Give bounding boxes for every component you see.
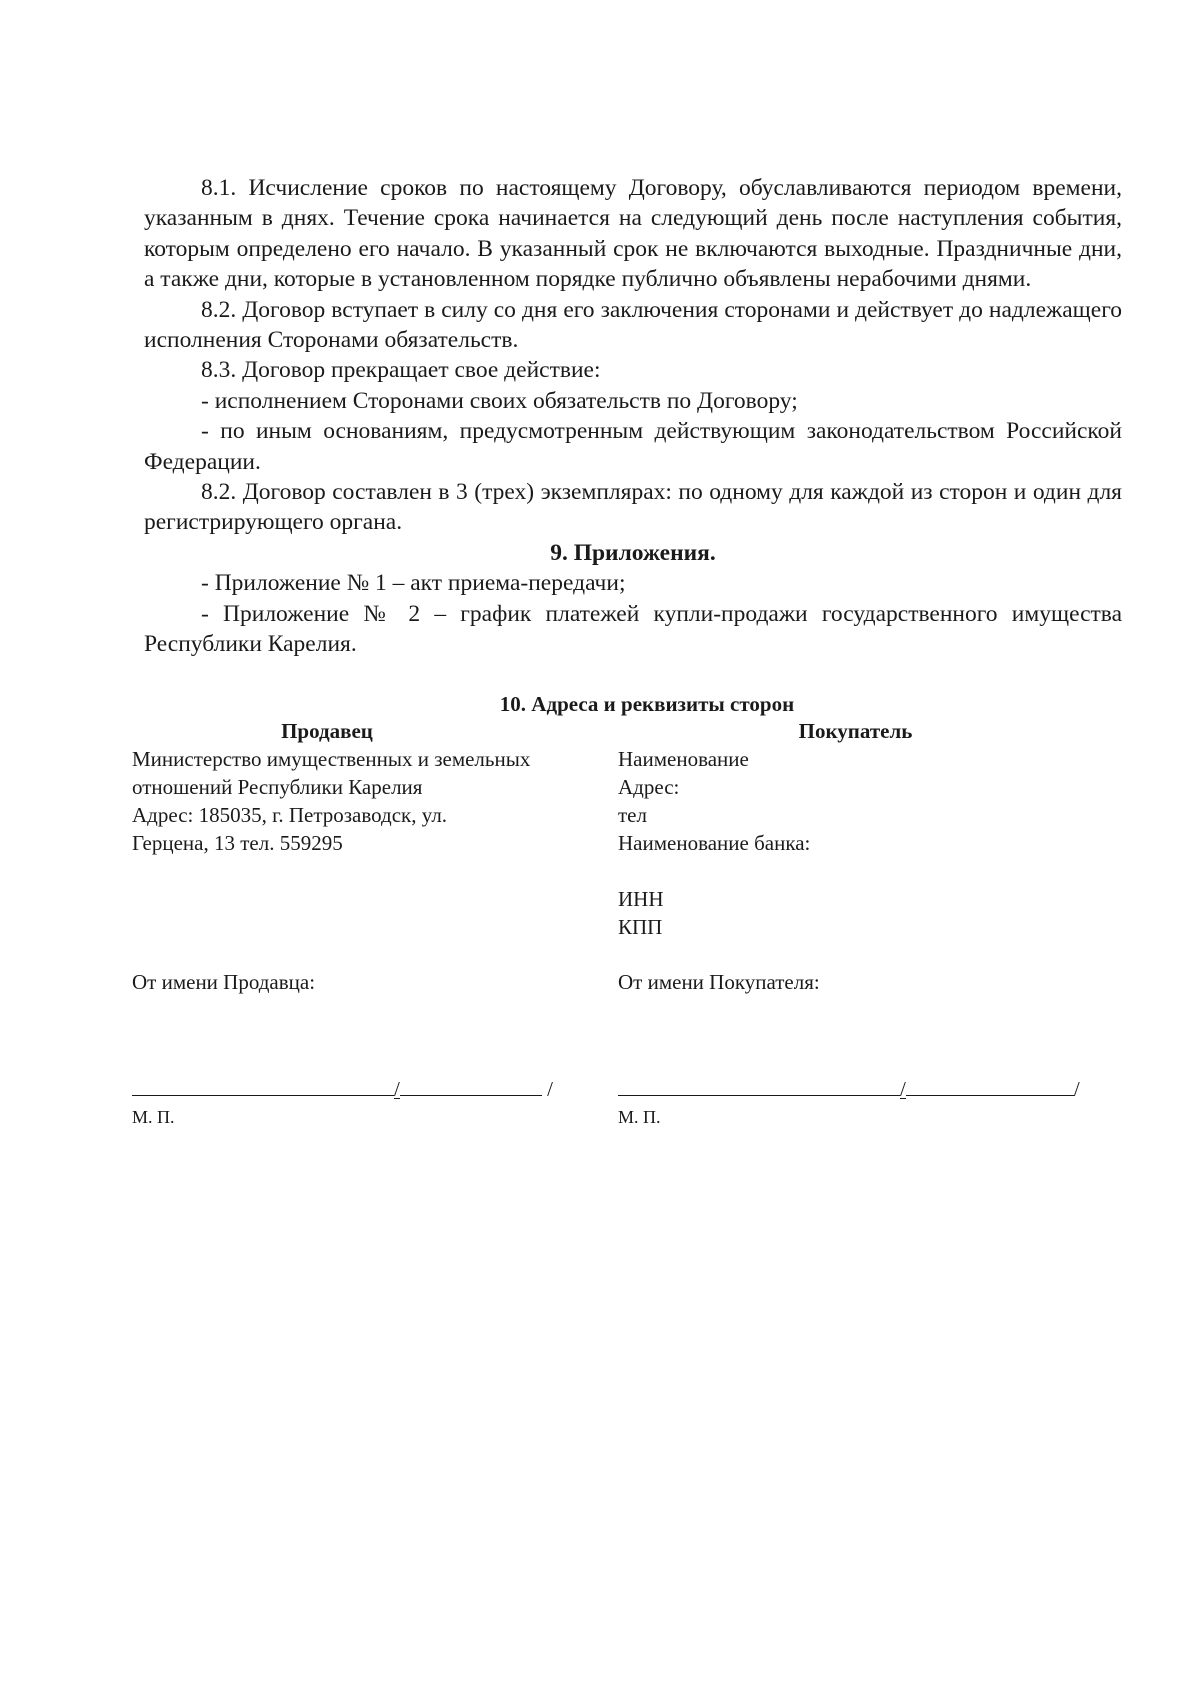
contract-body [144, 173, 1122, 660]
section-10-title: 10. Адреса и реквизиты сторон [499, 692, 795, 716]
seller-signature-line [132, 1073, 553, 1102]
signature-separator: / [1073, 1077, 1080, 1101]
signature-separator: / [394, 1077, 400, 1101]
parties-details [132, 691, 1122, 941]
buyer-signature-line [618, 1073, 1080, 1102]
buyer-address-label: Адрес: [618, 775, 680, 799]
buyer-column [618, 717, 1118, 941]
seller-column [132, 717, 618, 941]
seller-line: Министерство имущественных и земельных [132, 747, 531, 771]
buyer-on-behalf: От имени Покупателя: [618, 970, 820, 994]
clause-8-3-item-1: - исполнением Сторонами своих обязательств по Договору; [201, 387, 798, 414]
section-9-title: 9. Приложения. [550, 539, 716, 566]
clause-8-2: 8.2. Договор вступает в силу со дня его заключения сторонами и действует до надлежащего исполнения Сторонами обязательств. [144, 296, 1122, 354]
buyer-heading: Покупатель [798, 719, 913, 743]
seller-name-blank [400, 1073, 542, 1096]
seller-on-behalf: От имени Продавца: [132, 970, 316, 994]
signature-separator: / [547, 1077, 553, 1101]
seller-signature-blank [132, 1073, 394, 1096]
buyer-kpp-label: КПП [618, 915, 663, 939]
buyer-signature-blank [618, 1073, 900, 1096]
buyer-phone-label: тел [618, 803, 647, 827]
seller-seal-place: М. П. [132, 1107, 175, 1127]
buyer-inn-label: ИНН [618, 887, 664, 911]
buyer-name-label: Наименование [618, 747, 749, 771]
seller-address: Адрес: 185035, г. Петрозаводск, ул. [132, 803, 448, 827]
buyer-name-blank [906, 1073, 1074, 1096]
buyer-bank-label: Наименование банка: [618, 831, 811, 855]
appendix-item-1: - Приложение № 1 – акт приема-передачи; [201, 570, 626, 597]
clause-8-1: 8.1. Исчисление сроков по настоящему Договору, обуславливаются периодом времени, указанным в днях. Течение срока начинается на следующий день после наступления события, которым определено его начало. В указанный срок не включаются выходные. Праздничные дни, а также дни, которые в установленном порядке публично объявлены нерабочими днями. [144, 175, 1122, 293]
seller-line: отношений Республики Карелия [132, 775, 423, 799]
buyer-seal-place: М. П. [618, 1107, 661, 1127]
clause-8-3: 8.3. Договор прекращает свое действие: [201, 357, 601, 384]
seller-heading: Продавец [281, 719, 373, 743]
appendix-item-2: - Приложение № 2 – график платежей купли-продажи государственного имущества Республики Карелия. [144, 600, 1122, 658]
clause-8-copies: 8.2. Договор составлен в 3 (трех) экземплярах: по одному для каждой из сторон и один для регистрирующего органа. [144, 479, 1122, 536]
signature-separator: / [900, 1077, 906, 1101]
clause-8-3-item-2: - по иным основаниям, предусмотренным действующим законодательством Российской Федерации. [144, 418, 1122, 475]
seller-address-phone: Герцена, 13 тел. 559295 [132, 831, 343, 855]
